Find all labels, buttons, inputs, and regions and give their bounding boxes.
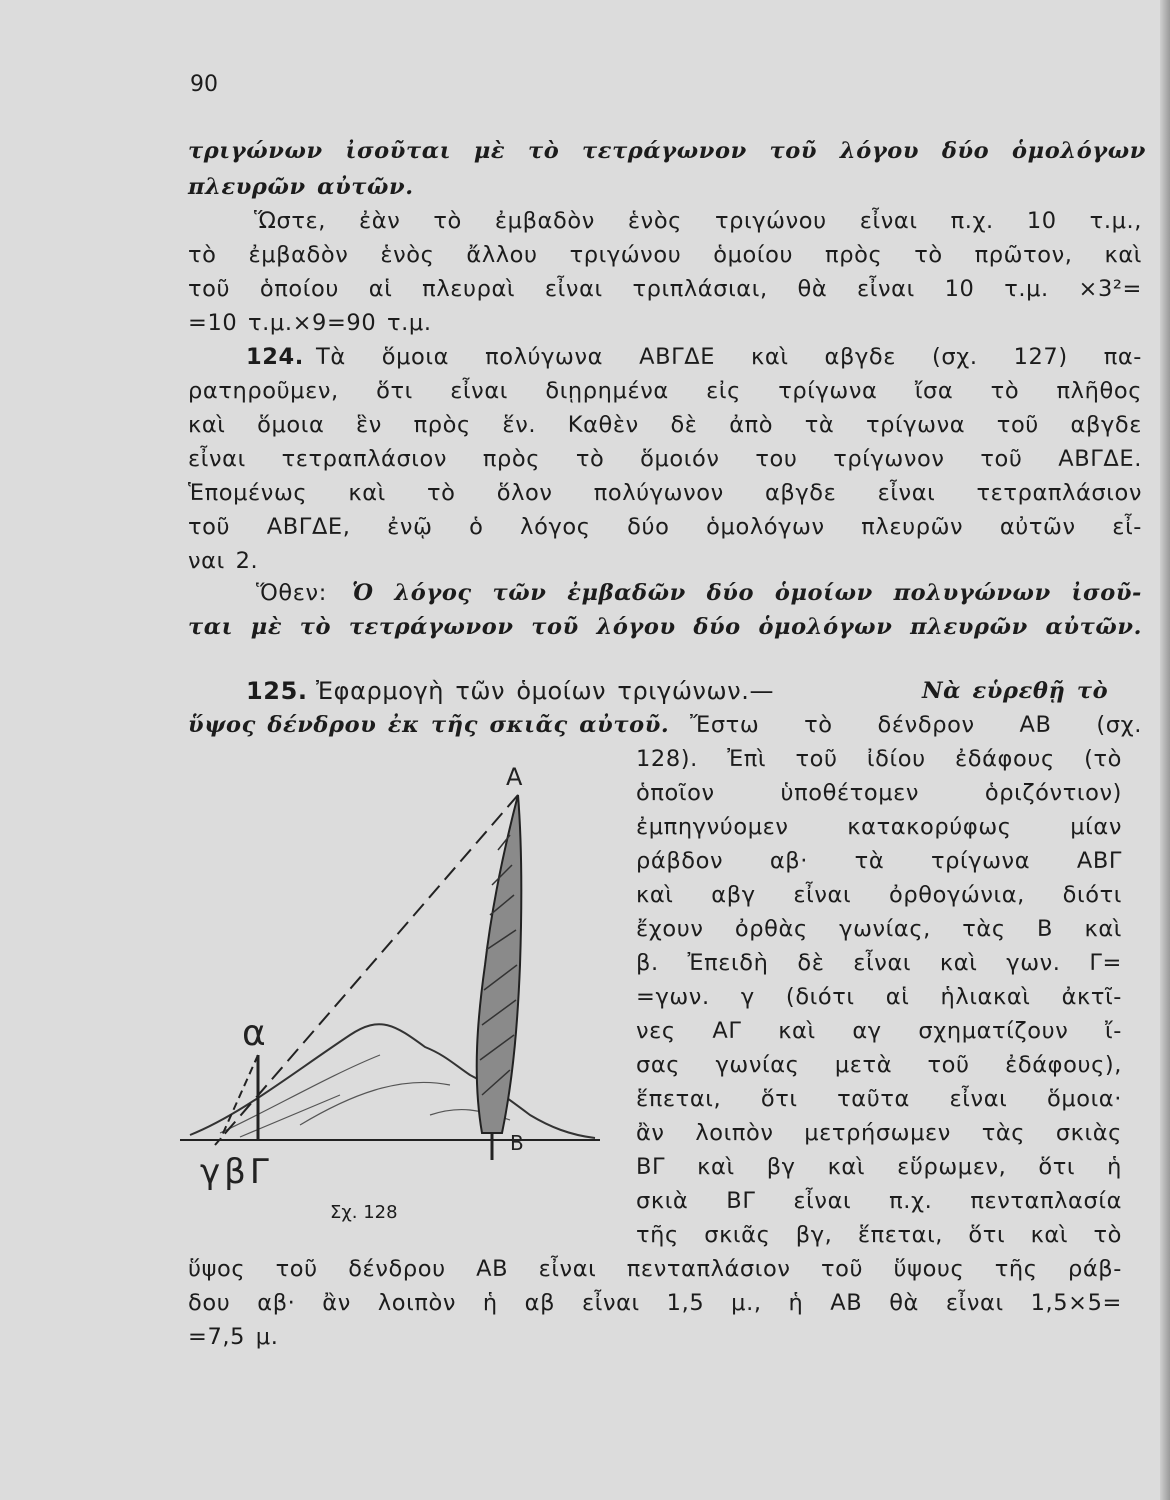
theorem-text: Ὁ λόγος τῶν ἐμβαδῶν δύο ὁμοίων πολυγώνων ἰσοῦ-: [352, 580, 1142, 606]
text-line: 128). Ἐπὶ τοῦ ἰδίου ἐδάφους (τὸ: [636, 746, 1122, 772]
page-number: 90: [190, 72, 218, 97]
text-line: τὸ ἐμβαδὸν ἑνὸς ἄλλου τριγώνου ὁμοίου πρὸς τὸ πρῶτον, καὶ: [188, 242, 1142, 268]
text-line: Τὰ ὅμοια πολύγωνα ΑΒΓΔΕ καὶ αβγδε (σχ. 127) πα-: [316, 344, 1142, 370]
text-line: ναι 2.: [188, 548, 259, 574]
figure-caption: Σχ. 128: [330, 1202, 398, 1223]
label-alpha: α: [242, 1013, 266, 1054]
theorem-text: ται μὲ τὸ τετράγωνον τοῦ λόγου δύο ὁμολόγων πλευρῶν αὐτῶν.: [188, 614, 1142, 640]
paragraph-number: 124.: [246, 344, 304, 370]
text-line: Ἑπομένως καὶ τὸ ὅλον πολύγωνον αβγδε εἶναι τετραπλάσιον: [188, 480, 1142, 506]
text-line: ἐμπηγνύομεν κατακορύφως μίαν: [636, 814, 1122, 840]
text-line: Ἔστω τὸ δένδρον ΑΒ (σχ.: [690, 712, 1142, 738]
label-A: Α: [506, 763, 523, 791]
text-line: Ὥστε, ἐὰν τὸ ἐμβαδὸν ἑνὸς τριγώνου εἶναι π.χ. 10 τ.μ.,: [254, 208, 1142, 234]
section-heading: Ἐφαρμογὴ τῶν ὁμοίων τριγώνων.—: [316, 677, 775, 705]
text-line: β. Ἐπειδὴ δὲ εἶναι καὶ γων. Γ=: [636, 950, 1122, 976]
text-line: εἶναι τετραπλάσιον πρὸς τὸ ὅμοιόν του τρίγωνον τοῦ ΑΒΓΔΕ.: [188, 446, 1142, 472]
label-B: Β: [510, 1131, 524, 1155]
text-line: σας γωνίας μετὰ τοῦ ἐδάφους),: [636, 1052, 1122, 1078]
tree-shadow-figure: [180, 755, 620, 1195]
text-line: ἂν λοιπὸν μετρήσωμεν τὰς σκιὰς: [636, 1120, 1122, 1146]
label-gamma-beta-Gamma: γβΓ: [200, 1152, 273, 1192]
page-edge: [1160, 0, 1170, 1500]
text-line: =7,5 μ.: [188, 1324, 279, 1350]
text-line: ὁποῖον ὑποθέτομεν ὁριζόντιον): [636, 780, 1122, 806]
text-line: τοῦ ὁποίου αἱ πλευραὶ εἶναι τριπλάσιαι, θὰ εἶναι 10 τ.μ. ×3²=: [188, 276, 1142, 302]
text-line: Ὅθεν:: [256, 580, 327, 606]
text-line: ράβδον αβ· τὰ τρίγωνα ΑΒΓ: [636, 848, 1122, 874]
text-line: =γων. γ (διότι αἱ ἡλιακαὶ ἀκτῖ-: [636, 984, 1122, 1010]
text-line: καὶ ὅμοια ἓν πρὸς ἕν. Καθὲν δὲ ἀπὸ τὰ τρίγωνα τοῦ αβγδε: [188, 412, 1142, 438]
text-line: τριγώνων ἰσοῦται μὲ τὸ τετράγωνον τοῦ λόγου δύο ὁμολόγων: [188, 138, 1146, 164]
text-line: πλευρῶν αὐτῶν.: [188, 174, 414, 200]
text-line: =10 τ.μ.×9=90 τ.μ.: [188, 310, 432, 336]
section-problem: Νὰ εὑρεθῇ τὸ: [922, 678, 1109, 704]
text-line: τοῦ ΑΒΓΔΕ, ἐνῷ ὁ λόγος δύο ὁμολόγων πλευρῶν αὐτῶν εἶ-: [188, 514, 1142, 540]
text-line: ἕπεται, ὅτι ταῦτα εἶναι ὅμοια·: [636, 1086, 1122, 1112]
text-line: ΒΓ καὶ βγ καὶ εὕρωμεν, ὅτι ἡ: [636, 1154, 1122, 1180]
sun-ray-ag: [220, 1055, 258, 1140]
text-line: δου αβ· ἂν λοιπὸν ἡ αβ εἶναι 1,5 μ., ἡ ΑΒ θὰ εἶναι 1,5×5=: [188, 1290, 1122, 1316]
hill-hatching: [220, 1055, 510, 1137]
text-line: ἔχουν ὀρθὰς γωνίας, τὰς Β καὶ: [636, 916, 1122, 942]
text-line: ὕψος τοῦ δένδρου ΑΒ εἶναι πενταπλάσιον τοῦ ὕψους τῆς ράβ-: [188, 1256, 1122, 1282]
text-line: νες ΑΓ καὶ αγ σχηματίζουν ἴ-: [636, 1018, 1122, 1044]
paragraph-number: 125.: [246, 677, 308, 705]
cypress-tree: [477, 795, 522, 1133]
section-problem: ὕψος δένδρου ἐκ τῆς σκιᾶς αὐτοῦ.: [188, 712, 670, 738]
text-line: ρατηροῦμεν, ὅτι εἶναι διῃρημένα εἰς τρίγωνα ἴσα τὸ πλῆθος: [188, 378, 1142, 404]
text-line: σκιὰ ΒΓ εἶναι π.χ. πενταπλασία: [636, 1188, 1122, 1214]
text-line: καὶ αβγ εἶναι ὀρθογώνια, διότι: [636, 882, 1122, 908]
text-line: τῆς σκιᾶς βγ, ἕπεται, ὅτι καὶ τὸ: [636, 1222, 1122, 1248]
